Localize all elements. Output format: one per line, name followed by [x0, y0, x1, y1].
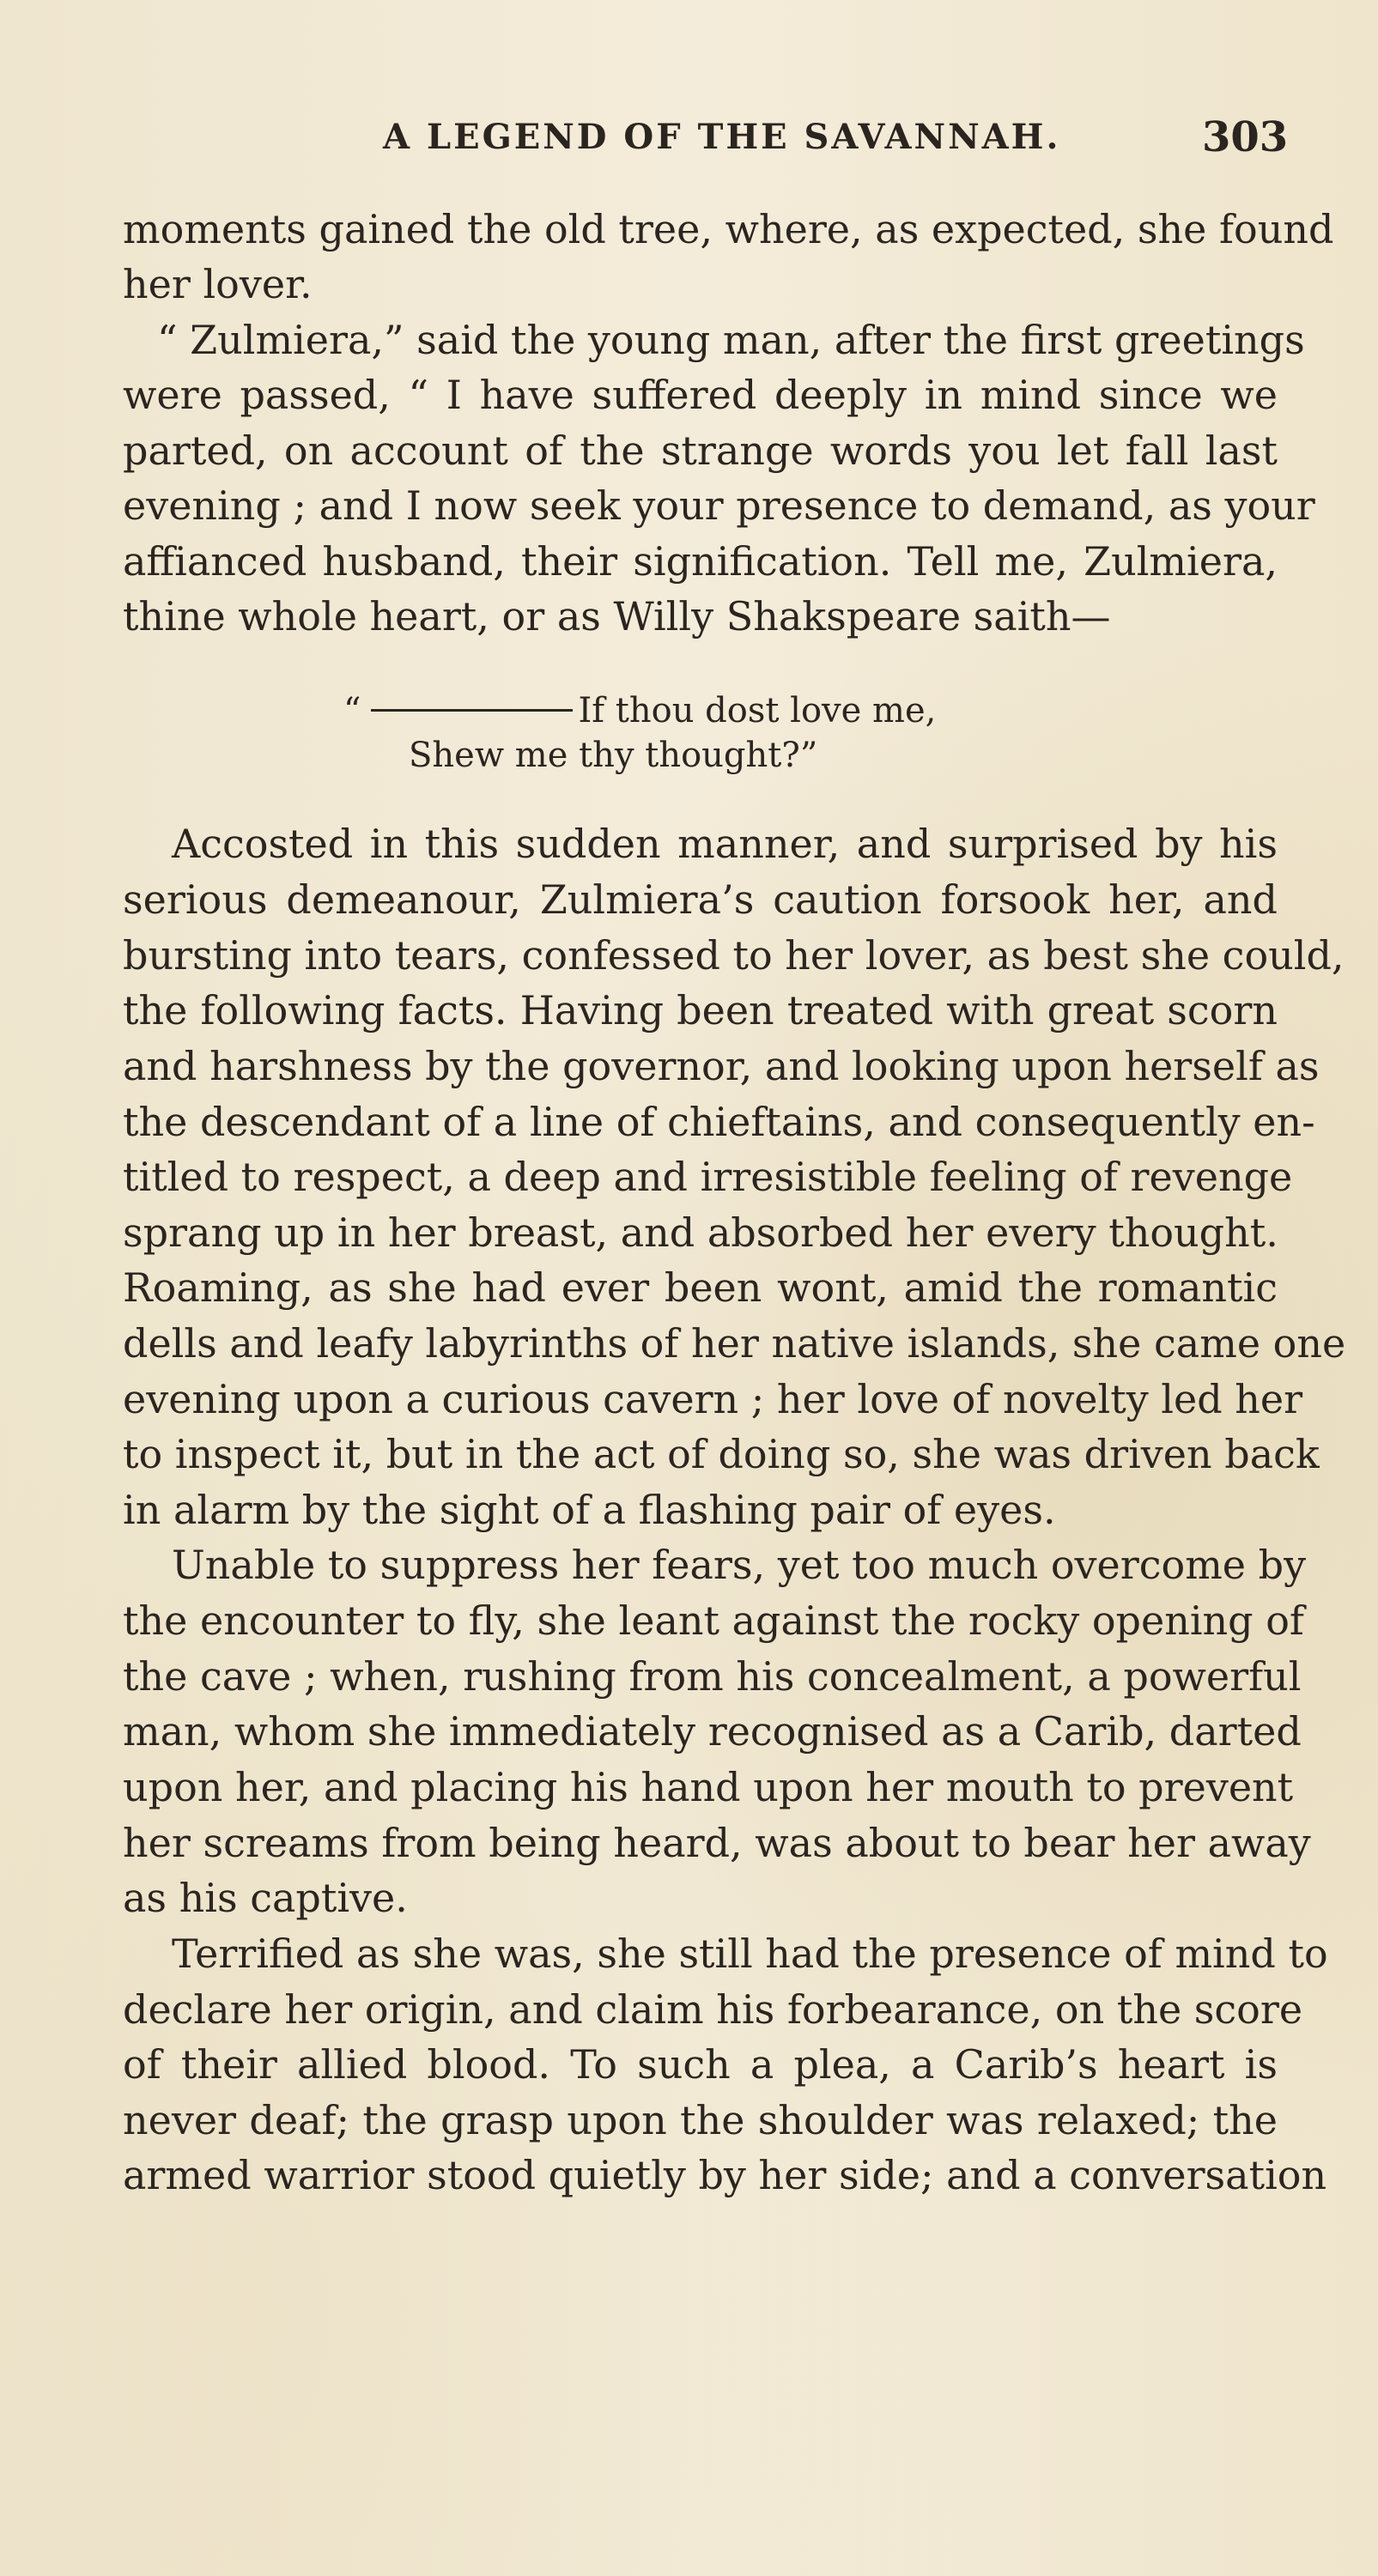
text-line: moments gained the old tree, where, as expected, she found — [123, 206, 1334, 252]
text-line: of their allied blood. To such a plea, a Carib’s heart is — [123, 2041, 1278, 2088]
text-line: affianced husband, their signification. Tell me, Zulmiera, — [123, 538, 1278, 585]
verse-line-1 — [343, 691, 937, 730]
text-line: Unable to suppress her fears, yet too much overcome by — [172, 1542, 1307, 1588]
text-line: declare her origin, and claim his forbearance, on the score — [123, 1986, 1303, 2033]
text-line: to inspect it, but in the act of doing so, she was driven back — [123, 1431, 1320, 1477]
running-head: A LEGEND OF THE SAVANNAH. — [383, 117, 1061, 157]
text-line: “ Zulmiera,” said the young man, after the first greetings — [157, 317, 1305, 363]
text-line: and harshness by the governor, and looking upon herself as — [123, 1043, 1320, 1089]
text-line: the descendant of a line of chieftains, and consequently en- — [123, 1099, 1315, 1145]
text-line: her screams from being heard, was about to bear her away — [123, 1820, 1311, 1866]
text-line: dells and leafy labyrinths of her native islands, she came one — [123, 1320, 1346, 1367]
text-line: Accosted in this sudden manner, and surprised by his — [172, 821, 1278, 867]
text-line: the cave ; when, rushing from his concealment, a powerful — [123, 1653, 1302, 1700]
text-line: serious demeanour, Zulmiera’s caution forsook her, and — [123, 876, 1278, 923]
text-line: Roaming, as she had ever been wont, amid the romantic — [123, 1264, 1278, 1311]
text-line: were passed, “ I have suffered deeply in mind since we — [123, 372, 1278, 418]
verse-line-1-text: If thou dost love me, — [578, 691, 937, 730]
verse-open-quote: “ — [343, 691, 361, 730]
text-line: in alarm by the sight of a flashing pair of eyes. — [123, 1487, 1056, 1533]
text-line: bursting into tears, confessed to her lover, as best she could, — [123, 932, 1345, 979]
text-line: man, whom she immediately recognised as a Carib, darted — [123, 1708, 1302, 1755]
verse-dash-rule — [371, 709, 573, 712]
text-line: armed warrior stood quietly by her side; and a conversation — [123, 2152, 1327, 2198]
text-line: never deaf; the grasp upon the shoulder was relaxed; the — [123, 2097, 1278, 2143]
text-line: her lover. — [123, 261, 313, 307]
text-line: parted, on account of the strange words you let fall last — [123, 427, 1278, 474]
text-line: titled to respect, a deep and irresistible feeling of revenge — [123, 1154, 1293, 1200]
text-line: the encounter to fly, she leant against the rocky opening of — [123, 1597, 1304, 1644]
text-line: as his captive. — [123, 1875, 408, 1921]
text-line: evening ; and I now seek your presence to demand, as your — [123, 482, 1315, 529]
text-line: thine whole heart, or as Willy Shakspeare saith— — [123, 593, 1111, 639]
text-line: evening upon a curious cavern ; her love of novelty led her — [123, 1376, 1303, 1422]
page-number: 303 — [1202, 113, 1289, 161]
text-line: Terrified as she was, she still had the presence of mind to — [172, 1930, 1328, 1977]
text-line: upon her, and placing his hand upon her mouth to prevent — [123, 1764, 1294, 1810]
text-line: the following facts. Having been treated with great scorn — [123, 987, 1278, 1033]
verse-line-2: Shew me thy thought?” — [409, 736, 818, 775]
text-line: sprang up in her breast, and absorbed her every thought. — [123, 1209, 1278, 1256]
